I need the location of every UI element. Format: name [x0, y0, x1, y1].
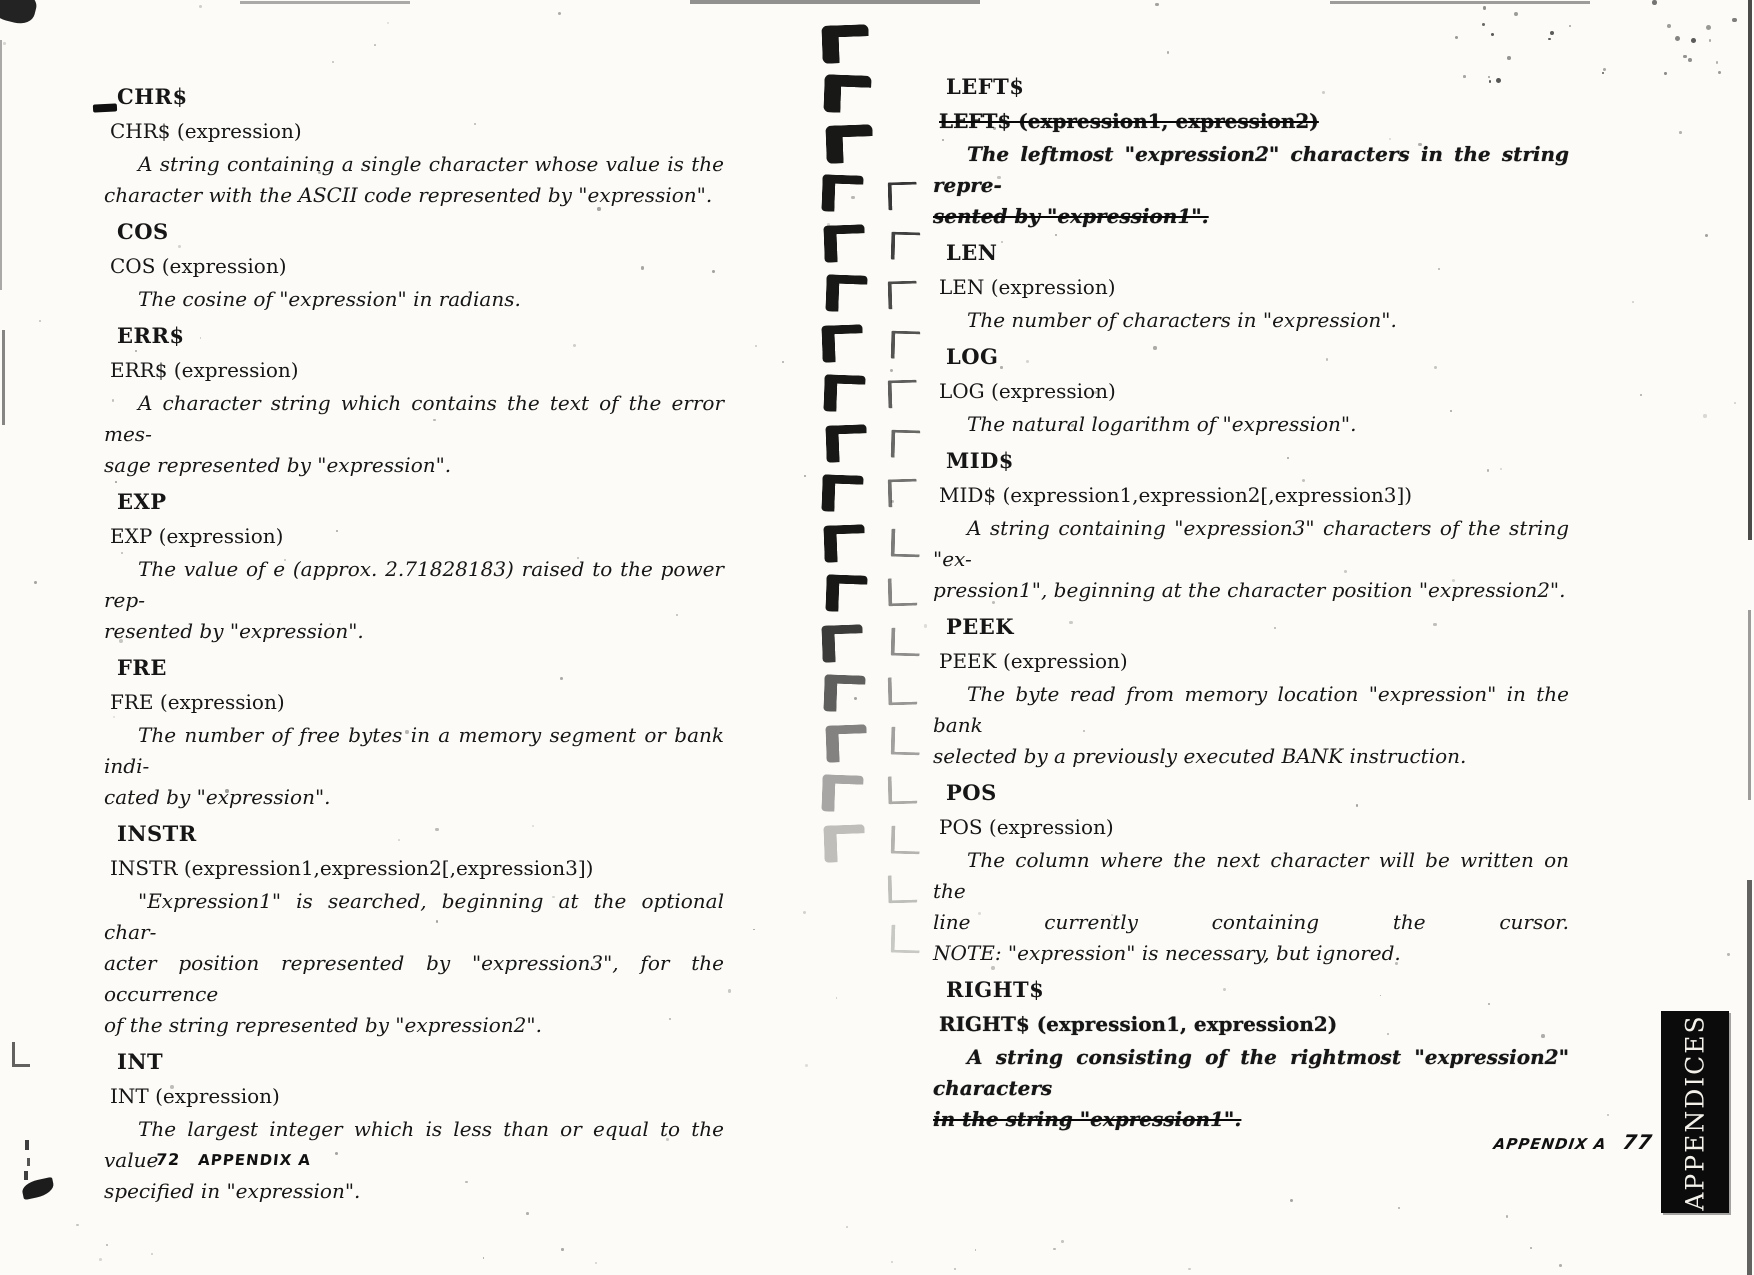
description-line: A character string which contains the text of the error mes- [104, 391, 724, 446]
description-line: line currently containing the cursor. [933, 910, 1569, 934]
binding-mark [891, 627, 921, 656]
left-edge-bracket-artifact [12, 1042, 30, 1067]
function-entry [104, 655, 724, 813]
binding-mark [823, 374, 865, 412]
binding-mark [891, 231, 921, 260]
bottom-left-dash-artifact [25, 1140, 29, 1150]
bottom-left-dash-artifact [27, 1158, 30, 1166]
paper-speck [573, 344, 576, 347]
description-line: acter position represented by "expression3", for the occurrence [104, 951, 724, 1006]
paper-speck [1329, 696, 1332, 699]
paper-speck [1001, 241, 1003, 243]
paper-speck [891, 500, 894, 503]
left-page-footer [155, 1150, 312, 1169]
description-line: in the string "expression1". [933, 1107, 1242, 1131]
paper-speck [112, 399, 114, 401]
paper-speck [532, 825, 534, 827]
binding-mark [825, 274, 867, 312]
top-edge-artifact [240, 1, 410, 4]
left-page-number: 72 [155, 1150, 182, 1169]
appendices-tab [1661, 1011, 1729, 1213]
left-column [104, 84, 724, 1215]
paper-speck [483, 1257, 485, 1259]
paper-speck [1483, 6, 1486, 9]
description-line: sage represented by "expression". [104, 453, 452, 477]
binding-mark [891, 924, 921, 953]
paper-speck [1491, 33, 1494, 36]
binding-mark [825, 124, 873, 164]
paper-speck [436, 920, 438, 922]
paper-speck [1664, 72, 1666, 74]
paper-speck [398, 839, 400, 841]
function-description [933, 1042, 1569, 1135]
paper-speck [332, 61, 334, 63]
top-edge-artifact [1330, 1, 1590, 4]
function-syntax: ERR$ (expression) [110, 358, 299, 382]
left-edge-artifact [2, 330, 5, 425]
left-footer-label: APPENDIX A [197, 1151, 312, 1169]
function-syntax: MID$ (expression1,expression2[,expression3]) [939, 483, 1413, 507]
function-name: LEN [946, 240, 998, 265]
function-description [933, 409, 1569, 440]
function-description [104, 720, 724, 813]
description-line: The largest integer which is less than or equal to the value [104, 1117, 724, 1172]
function-syntax: PEEK (expression) [939, 649, 1128, 673]
function-syntax: INT (expression) [110, 1084, 280, 1108]
paper-speck [1569, 25, 1571, 27]
paper-speck [3, 42, 5, 44]
paper-speck [1691, 38, 1696, 43]
description-line: specified in "expression". [104, 1179, 361, 1203]
paper-speck [560, 677, 563, 680]
binding-mark [823, 824, 865, 862]
paper-speck [1061, 1240, 1064, 1243]
bottom-left-dash-artifact [24, 1171, 28, 1180]
binding-mark [821, 474, 863, 512]
paper-speck [804, 475, 806, 477]
paper-speck [1705, 234, 1708, 237]
function-description [933, 845, 1569, 969]
binding-mark [888, 875, 918, 904]
paper-speck [1703, 414, 1706, 417]
description-line: The value of e (approx. 2.71828183) raised to the power rep- [104, 557, 724, 612]
paper-speck [106, 1244, 108, 1246]
paper-speck [1488, 1003, 1490, 1005]
function-name: INT [117, 1049, 164, 1074]
function-name: POS [946, 780, 997, 805]
paper-speck [1514, 12, 1518, 16]
paper-speck [1718, 71, 1721, 74]
paper-speck [119, 639, 123, 643]
function-name: RIGHT$ [946, 977, 1045, 1002]
description-line: A string containing a single character whose value is the [138, 152, 724, 176]
paper-speck [1607, 1114, 1609, 1116]
function-description [104, 886, 724, 1041]
paper-speck [942, 139, 944, 141]
description-line: The number of characters in "expression". [967, 308, 1397, 332]
paper-speck [1652, 0, 1657, 5]
function-syntax: LEFT$ (expression1, expression2) [939, 109, 1319, 133]
paper-speck [76, 1224, 79, 1227]
description-line: cated by "expression". [104, 785, 331, 809]
paper-speck [991, 966, 995, 970]
paper-speck [728, 989, 731, 992]
function-entry [104, 219, 724, 315]
binding-mark [891, 528, 921, 557]
binding-mark [888, 479, 918, 508]
function-description [104, 149, 724, 211]
paper-speck [1452, 579, 1456, 583]
function-name: COS [117, 219, 169, 244]
paper-speck [978, 912, 981, 915]
paper-speck [558, 12, 561, 15]
function-entry [933, 448, 1569, 606]
description-line: A string containing "expression3" characters of the string "ex- [933, 516, 1569, 571]
right-page-footer [1492, 1130, 1654, 1154]
paper-speck [966, 1120, 968, 1122]
binding-mark [821, 24, 869, 64]
paper-speck [1489, 80, 1491, 82]
paper-speck [593, 965, 595, 967]
paper-speck [595, 1262, 598, 1265]
paper-speck [121, 552, 123, 554]
top-edge-artifact [690, 0, 980, 4]
paper-speck [1302, 479, 1305, 482]
binding-mark [888, 182, 918, 211]
paper-speck [1167, 51, 1170, 54]
paper-speck [1732, 18, 1736, 22]
function-description [104, 388, 724, 481]
function-syntax: FRE (expression) [110, 690, 285, 714]
paper-speck [1398, 1207, 1400, 1209]
paper-speck [1111, 914, 1113, 916]
paper-speck [1683, 55, 1686, 58]
right-edge-artifact [1748, 0, 1752, 540]
paper-speck [993, 127, 996, 130]
binding-mark [891, 825, 921, 854]
function-entry [104, 489, 724, 647]
description-line: "Expression1" is searched, beginning at the optional char- [104, 889, 724, 944]
function-description [104, 554, 724, 647]
paper-speck [115, 481, 117, 483]
paper-speck [1482, 23, 1486, 27]
paper-speck [1395, 962, 1398, 965]
paper-speck [753, 929, 755, 931]
right-footer-label: APPENDIX A [1492, 1135, 1608, 1153]
function-syntax: CHR$ (expression) [110, 119, 302, 143]
paper-speck [34, 581, 37, 584]
paper-speck [1094, 391, 1097, 394]
description-line: pression1", beginning at the character position "expression2". [933, 578, 1566, 602]
function-entry [933, 780, 1569, 969]
function-entry [104, 1049, 724, 1207]
paper-speck [1083, 730, 1085, 732]
paper-speck [755, 345, 757, 347]
function-name: LEFT$ [946, 74, 1025, 99]
function-syntax: RIGHT$ (expression1, expression2) [939, 1012, 1338, 1036]
function-name: ERR$ [117, 323, 185, 348]
binding-mark [888, 380, 918, 409]
paper-speck [836, 997, 838, 999]
function-entry [104, 84, 724, 211]
binding-mark [825, 724, 867, 762]
binding-mark [821, 624, 863, 662]
appendices-tab-label: APPENDICES [1680, 1013, 1710, 1211]
paper-speck [1488, 76, 1490, 78]
paper-speck [597, 207, 600, 210]
binding-mark [888, 578, 918, 607]
paper-speck [99, 1258, 102, 1261]
function-syntax: COS (expression) [110, 254, 287, 278]
paper-speck [851, 196, 855, 200]
function-name: LOG [946, 344, 999, 369]
paper-speck [1727, 953, 1729, 955]
paper-speck [1688, 58, 1692, 62]
binding-mark [821, 174, 863, 212]
paper-speck [1026, 360, 1029, 363]
binding-mark [823, 224, 865, 262]
binding-mark [825, 574, 867, 612]
paper-speck [1640, 394, 1642, 396]
description-line: of the string represented by "expression2". [104, 1013, 542, 1037]
right-edge-artifact [1748, 610, 1751, 800]
paper-speck [560, 1135, 562, 1137]
paper-speck [1000, 366, 1002, 368]
paper-speck [1602, 72, 1604, 74]
bottom-left-blob-artifact [21, 1177, 56, 1200]
paper-speck [782, 361, 785, 364]
paper-speck [1603, 68, 1606, 71]
paper-speck [1507, 56, 1511, 60]
binding-mark [891, 429, 921, 458]
description-line: selected by a previously executed BANK instruction. [933, 744, 1467, 768]
description-line: The byte read from memory location "expression" in the bank [933, 682, 1569, 737]
function-syntax: INSTR (expression1,expression2[,expression3]) [110, 856, 594, 880]
paper-speck [1675, 36, 1680, 41]
paper-speck [1322, 91, 1325, 94]
description-line: resented by "expression". [104, 619, 364, 643]
paper-speck [891, 1261, 893, 1263]
function-entry [104, 323, 724, 481]
binding-mark [891, 726, 921, 755]
binding-mark [891, 330, 921, 359]
paper-speck [1632, 301, 1634, 303]
paper-speck [561, 1248, 563, 1250]
paper-speck [39, 320, 41, 322]
paper-speck [1734, 402, 1736, 404]
paper-speck [805, 1064, 808, 1067]
paper-speck [954, 1268, 956, 1270]
description-line: The natural logarithm of "expression". [967, 412, 1357, 436]
description-line: The column where the next character will be written on the [933, 848, 1569, 903]
function-entry [104, 821, 724, 1041]
paper-speck [1550, 31, 1554, 35]
function-syntax: LOG (expression) [939, 379, 1116, 403]
corner-blob-artifact [0, 0, 39, 27]
paper-speck [666, 1138, 669, 1141]
paper-speck [1455, 36, 1458, 39]
binding-mark [823, 674, 865, 712]
paper-speck [329, 623, 331, 625]
description-line: The leftmost "expression2" characters in the string repre- [933, 142, 1569, 197]
paper-speck [1541, 1034, 1545, 1038]
underscore-artifact [93, 103, 117, 112]
paper-speck [1071, 424, 1073, 426]
function-entry [933, 614, 1569, 772]
function-entry [933, 977, 1569, 1135]
function-syntax: LEN (expression) [939, 275, 1116, 299]
paper-speck [997, 176, 1000, 179]
binding-mark [821, 324, 863, 362]
function-entry [933, 240, 1569, 336]
paper-speck [1667, 24, 1671, 28]
function-description [933, 679, 1569, 772]
paper-speck [318, 171, 321, 174]
paper-speck [669, 1018, 671, 1020]
function-description [933, 139, 1569, 232]
paper-speck [890, 369, 893, 372]
paper-speck [374, 44, 376, 46]
right-column [933, 74, 1569, 1143]
paper-speck [1153, 346, 1156, 349]
binding-mark [823, 74, 871, 114]
function-name: MID$ [946, 448, 1014, 473]
paper-speck [1227, 759, 1229, 761]
paper-speck [1055, 234, 1057, 236]
right-edge-artifact [1747, 880, 1752, 1275]
paper-speck [1496, 78, 1501, 83]
function-syntax: POS (expression) [939, 815, 1114, 839]
paper-speck [1463, 75, 1466, 78]
paper-speck [975, 1249, 977, 1251]
paper-speck [1290, 1199, 1294, 1203]
paper-speck [435, 828, 439, 832]
paper-speck [1053, 1248, 1056, 1251]
paper-speck [474, 123, 476, 125]
paper-speck [178, 245, 181, 248]
binding-mark [888, 281, 918, 310]
binding-mark [888, 677, 918, 706]
description-line: NOTE: "expression" is necessary, but ignored. [933, 941, 1401, 965]
function-syntax: EXP (expression) [110, 524, 284, 548]
function-name: FRE [117, 655, 167, 680]
description-line: The cosine of "expression" in radians. [138, 287, 521, 311]
paper-speck [387, 22, 390, 25]
binding-mark [825, 424, 867, 462]
function-name: EXP [117, 489, 167, 514]
paper-speck [924, 624, 927, 627]
binding-mark [821, 774, 863, 812]
function-name: INSTR [117, 821, 197, 846]
paper-speck [199, 5, 202, 8]
paper-speck [1706, 25, 1711, 30]
paper-speck [225, 789, 229, 793]
binding-mark [888, 776, 918, 805]
binding-mark [823, 524, 865, 562]
paper-speck [1709, 39, 1712, 42]
paper-speck [1356, 804, 1358, 806]
function-description [933, 305, 1569, 336]
function-name: PEEK [946, 614, 1015, 639]
function-entry [933, 74, 1569, 232]
paper-speck [135, 350, 137, 352]
paper-speck [151, 1253, 153, 1255]
paper-speck [803, 911, 806, 914]
paper-speck [405, 730, 408, 733]
function-entry [933, 344, 1569, 440]
description-line: The number of free bytes in a memory segment or bank indi- [104, 723, 724, 778]
paper-speck [170, 1085, 174, 1089]
paper-speck [1506, 1215, 1509, 1218]
paper-speck [1530, 1247, 1532, 1249]
paper-speck [1326, 358, 1328, 360]
paper-speck [1548, 38, 1551, 41]
paper-speck [641, 266, 644, 269]
paper-speck [1188, 1268, 1190, 1270]
description-line: sented by "expression1". [933, 204, 1209, 228]
paper-speck [256, 374, 259, 377]
paper-speck [1716, 61, 1719, 64]
left-edge-artifact [0, 40, 2, 290]
paper-speck [1344, 570, 1347, 573]
right-page-number: 77 [1621, 1130, 1655, 1154]
paper-speck [1559, 1264, 1562, 1267]
paper-speck [846, 1226, 848, 1228]
description-line: character with the ASCII code represented by "expression". [104, 183, 713, 207]
function-description [104, 284, 724, 315]
function-description [933, 513, 1569, 606]
description-line: A string consisting of the rightmost "expression2" characters [933, 1045, 1569, 1100]
function-name: CHR$ [117, 84, 188, 109]
paper-speck [1155, 3, 1158, 6]
paper-speck [1679, 131, 1682, 134]
